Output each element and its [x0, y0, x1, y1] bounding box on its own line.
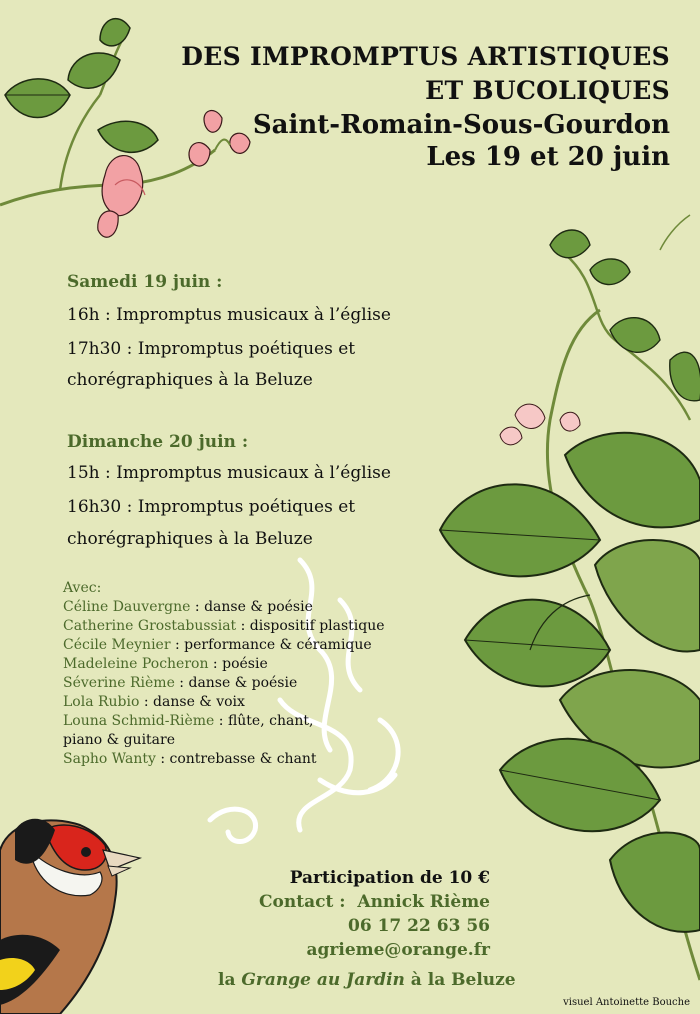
artist-row	[63, 731, 385, 750]
artist-name: Catherine Grostabussiat	[63, 618, 237, 634]
title-line-1: DES IMPROMPTUS ARTISTIQUES	[181, 42, 670, 71]
artist-role: piano & guitare	[63, 732, 175, 748]
artist-name: Cécile Meynier	[63, 637, 171, 653]
artist-name: Lola Rubio	[63, 694, 140, 710]
event-place: Saint-Romain-Sous-Gourdon	[252, 110, 670, 140]
artist-role: : dispositif plastique	[236, 618, 385, 634]
saturday-event-2: 17h30 : Impromptus poétiques et	[67, 339, 356, 359]
contact-line	[259, 890, 490, 914]
participation-fee: Participation de 10 €	[289, 868, 490, 888]
sunday-event-1: 15h : Impromptus musicaux à l’église	[67, 463, 391, 483]
venue-suffix: à la Beluze	[404, 970, 516, 990]
contact-name: Annick Rième	[357, 892, 490, 912]
artist-row	[63, 674, 385, 693]
avec-label: Avec:	[63, 580, 102, 596]
artists-list	[63, 579, 385, 769]
event-dates: Les 19 et 20 juin	[426, 142, 670, 172]
artist-role: : performance & céramique	[170, 637, 372, 653]
contact-label: Contact :	[259, 892, 346, 912]
title-line-2: ET BUCOLIQUES	[425, 76, 670, 105]
artist-row	[63, 712, 385, 731]
venue-grange: Grange au Jardin	[241, 970, 405, 990]
saturday-heading: Samedi 19 juin :	[67, 272, 223, 292]
artist-name: Madeleine Pocheron	[63, 656, 209, 672]
goldfinch-bird-illustration	[0, 819, 140, 1014]
artist-row	[63, 693, 385, 712]
saturday-event-3: chorégraphiques à la Beluze	[67, 370, 313, 390]
artist-role: : danse & poésie	[174, 675, 298, 691]
poster-title-block	[181, 40, 670, 173]
sunday-event-2: 16h30 : Impromptus poétiques et	[67, 497, 356, 517]
illustration-credit: visuel Antoinette Bouche	[563, 997, 690, 1008]
contact-block	[259, 866, 490, 962]
sunday-heading: Dimanche 20 juin :	[67, 432, 249, 452]
artist-role: : contrebasse & chant	[155, 751, 317, 767]
artist-name: Louna Schmid-Rième	[63, 713, 215, 729]
artist-role: : flûte, chant,	[214, 713, 314, 729]
artist-row	[63, 750, 385, 769]
venue-prefix: la	[218, 970, 242, 990]
artist-row	[63, 636, 385, 655]
saturday-event-1: 16h : Impromptus musicaux à l’église	[67, 305, 391, 325]
artist-role: : poésie	[208, 656, 268, 672]
artist-row	[63, 655, 385, 674]
artist-name: Séverine Rième	[63, 675, 175, 691]
artist-row	[63, 617, 385, 636]
artist-name: Céline Dauvergne	[63, 599, 191, 615]
contact-email: agrieme@orange.fr	[306, 940, 490, 960]
artist-role: : danse & poésie	[190, 599, 313, 615]
sunday-event-3: chorégraphiques à la Beluze	[67, 529, 313, 549]
artist-row	[63, 598, 385, 617]
contact-phone: 06 17 22 63 56	[348, 916, 490, 936]
venue-line	[218, 970, 516, 990]
artist-role: : danse & voix	[139, 694, 245, 710]
artist-name: Sapho Wanty	[63, 751, 156, 767]
